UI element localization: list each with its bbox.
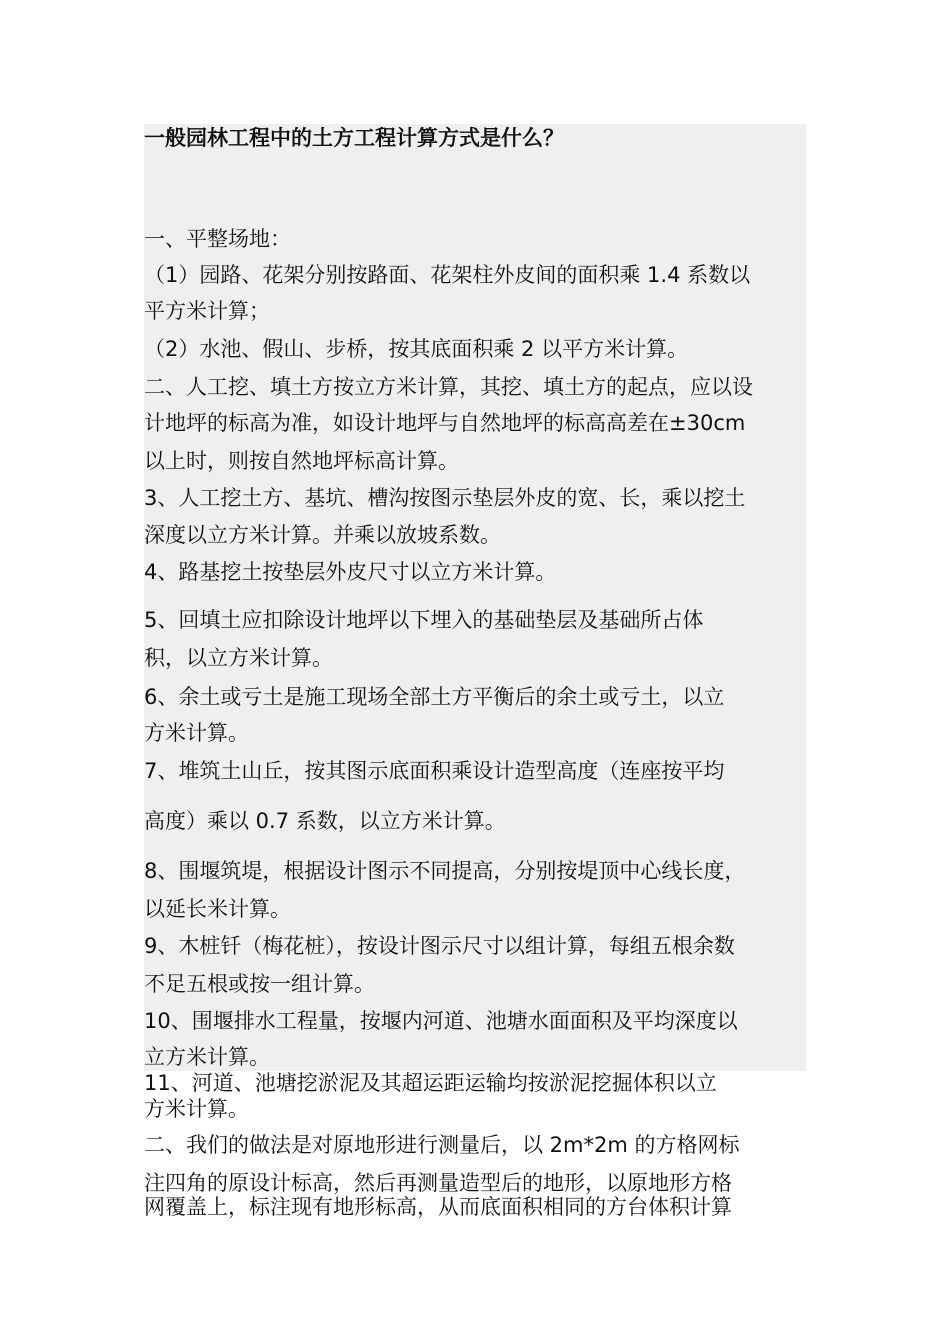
text-line: 方米计算。 — [144, 1097, 249, 1121]
document-title: 一般园林工程中的土方工程计算方式是什么？ — [144, 124, 806, 241]
text-line: 注四角的原设计标高，然后再测量造型后的地形，以原地形方格 — [144, 1171, 732, 1195]
text-line: 二、人工挖、填土方按立方米计算，其挖、填土方的起点，应以设 — [144, 375, 753, 399]
text-line: 以上时，则按自然地坪标高计算。 — [144, 449, 459, 473]
text-line: 积，以立方米计算。 — [144, 646, 333, 670]
text-line: 立方米计算。 — [144, 1045, 270, 1069]
text-line: 网覆盖上，标注现有地形标高，从而底面积相同的方台体积计算 — [144, 1195, 732, 1219]
text-line: 计地坪的标高为准，如设计地坪与自然地坪的标高高差在±30cm — [144, 411, 746, 435]
text-line: 5、回填土应扣除设计地坪以下埋入的基础垫层及基础所占体 — [144, 608, 704, 632]
text-line: 10、围堰排水工程量，按堰内河道、池塘水面面积及平均深度以 — [144, 1009, 738, 1033]
text-line: 8、围堰筑堤，根据设计图示不同提高，分别按堤顶中心线长度， — [144, 859, 746, 883]
text-line: 11、河道、池塘挖淤泥及其超运距运输均按淤泥挖掘体积以立 — [144, 1071, 717, 1095]
text-line: 6、余土或亏土是施工现场全部土方平衡后的余土或亏土，以立 — [144, 685, 725, 709]
text-line: 不足五根或按一组计算。 — [144, 972, 375, 996]
section-plain — [144, 1067, 806, 1227]
text-line: 深度以立方米计算。并乘以放坡系数。 — [144, 523, 501, 547]
text-line: （1）园路、花架分别按路面、花架柱外皮间的面积乘 1.4 系数以 — [144, 263, 751, 287]
text-line: 高度）乘以 0.7 系数，以立方米计算。 — [144, 809, 506, 833]
text-line: 7、堆筑土山丘，按其图示底面积乘设计造型高度（连座按平均 — [144, 759, 725, 783]
text-line: 二、我们的做法是对原地形进行测量后，以 2m*2m 的方格网标 — [144, 1133, 740, 1157]
text-line: 3、人工挖土方、基坑、槽沟按图示垫层外皮的宽、长，乘以挖土 — [144, 486, 746, 510]
text-line: （2）水池、假山、步桥，按其底面积乘 2 以平方米计算。 — [144, 337, 689, 361]
text-line: 以延长米计算。 — [144, 897, 291, 921]
text-line: 4、路基挖土按垫层外皮尺寸以立方米计算。 — [144, 560, 557, 584]
text-line: 一、平整场地： — [144, 227, 291, 251]
text-line: 9、木桩钎（梅花桩），按设计图示尺寸以组计算，每组五根余数 — [144, 934, 735, 958]
section-shaded — [144, 227, 806, 1071]
text-line: 方米计算。 — [144, 721, 249, 745]
text-line: 平方米计算； — [144, 299, 270, 323]
